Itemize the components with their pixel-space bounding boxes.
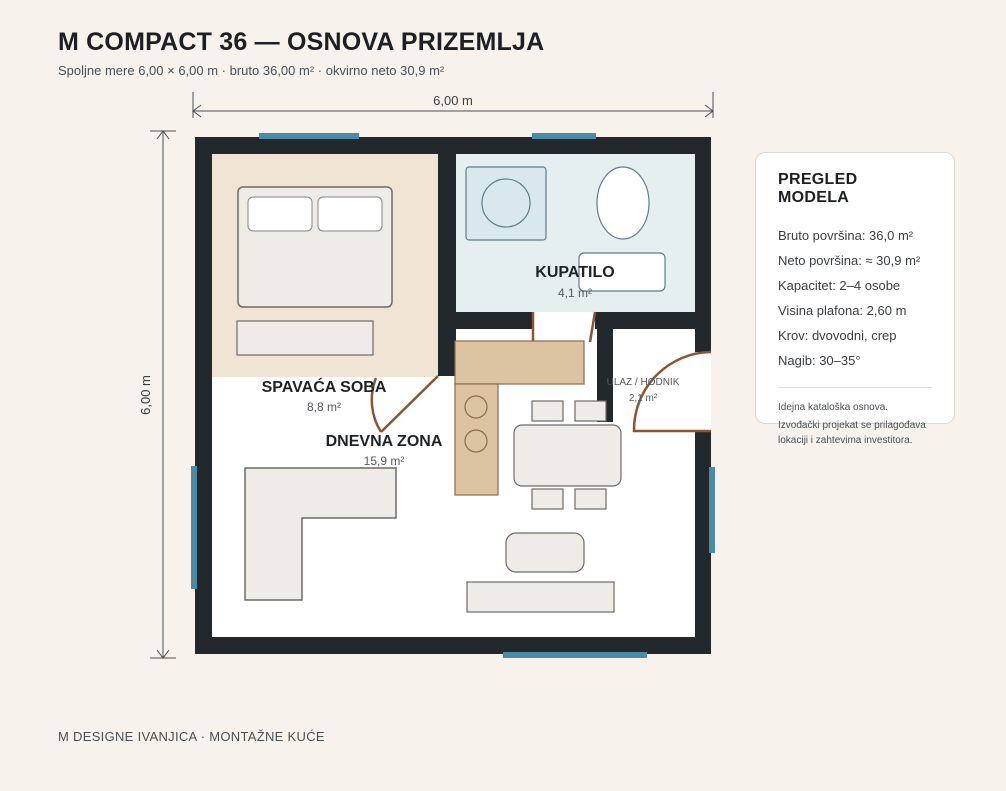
pillow-right xyxy=(318,197,382,231)
window-top-right xyxy=(532,133,596,139)
tv-unit xyxy=(467,582,614,612)
dining-table xyxy=(514,425,621,486)
kitchen-counter-side xyxy=(455,384,498,495)
interior-wall-bed-bath xyxy=(438,154,456,376)
panel-item-pitch: Nagib: 30–35° xyxy=(778,353,861,368)
dimension-vertical xyxy=(150,131,176,658)
chair-bottom-left xyxy=(532,489,563,509)
panel-item-gross-area: Bruto površina: 36,0 m² xyxy=(778,228,914,243)
coffee-table xyxy=(506,533,584,572)
page-subtitle: Spoljne mere 6,00 × 6,00 m · bruto 36,00 m² · okvirno neto 30,9 m² xyxy=(58,63,445,78)
bathroom-area: 4,1 m² xyxy=(557,286,593,300)
living-name: DNEVNA ZONA xyxy=(325,433,443,450)
window-top-left xyxy=(259,133,359,139)
entrance-area: 2,1 m² xyxy=(628,393,658,404)
entrance-name: ULAZ / HODNIK xyxy=(606,377,680,388)
dimension-width-label: 6,00 m xyxy=(433,93,473,108)
living-area: 15,9 m² xyxy=(363,454,405,468)
wardrobe xyxy=(237,321,373,355)
page-title: M COMPACT 36 — OSNOVA PRIZEMLJA xyxy=(58,28,545,56)
toilet xyxy=(597,167,649,239)
entrance-door-opening xyxy=(695,352,711,431)
panel-note-1: Idejna kataloška osnova. xyxy=(778,402,889,413)
kitchen-counter-top xyxy=(455,341,584,384)
panel-divider xyxy=(778,387,932,388)
model-overview-panel xyxy=(755,152,955,446)
panel-item-ceiling-height: Visina plafona: 2,60 m xyxy=(778,303,907,318)
panel-title: PREGLED MODELA xyxy=(778,171,858,206)
panel-item-roof: Krov: dvovodni, crep xyxy=(778,328,897,343)
panel-item-net-area: Neto površina: ≈ 30,9 m² xyxy=(778,253,921,268)
panel-item-capacity: Kapacitet: 2–4 osobe xyxy=(778,278,901,293)
window-right xyxy=(709,467,715,553)
panel-note-2: Izvođački projekat se prilagođava lokaciji i zahtevima investitora. xyxy=(778,420,926,446)
bathroom-name: KUPATILO xyxy=(535,264,615,281)
dimension-height-label: 6,00 m xyxy=(138,375,153,415)
bedroom-name: SPAVAĆA SOBA xyxy=(261,379,387,396)
chair-top-left xyxy=(532,401,563,421)
chair-bottom-right xyxy=(575,489,606,509)
footer-brand: M DESIGNE IVANJICA · MONTAŽNE KUĆE xyxy=(58,729,325,744)
window-bottom xyxy=(503,652,647,658)
window-left xyxy=(191,466,197,589)
chair-top-right xyxy=(575,401,606,421)
pillow-left xyxy=(248,197,312,231)
shower xyxy=(466,167,546,240)
bedroom-area: 8,8 m² xyxy=(306,400,342,414)
bath-door-opening xyxy=(533,312,595,329)
